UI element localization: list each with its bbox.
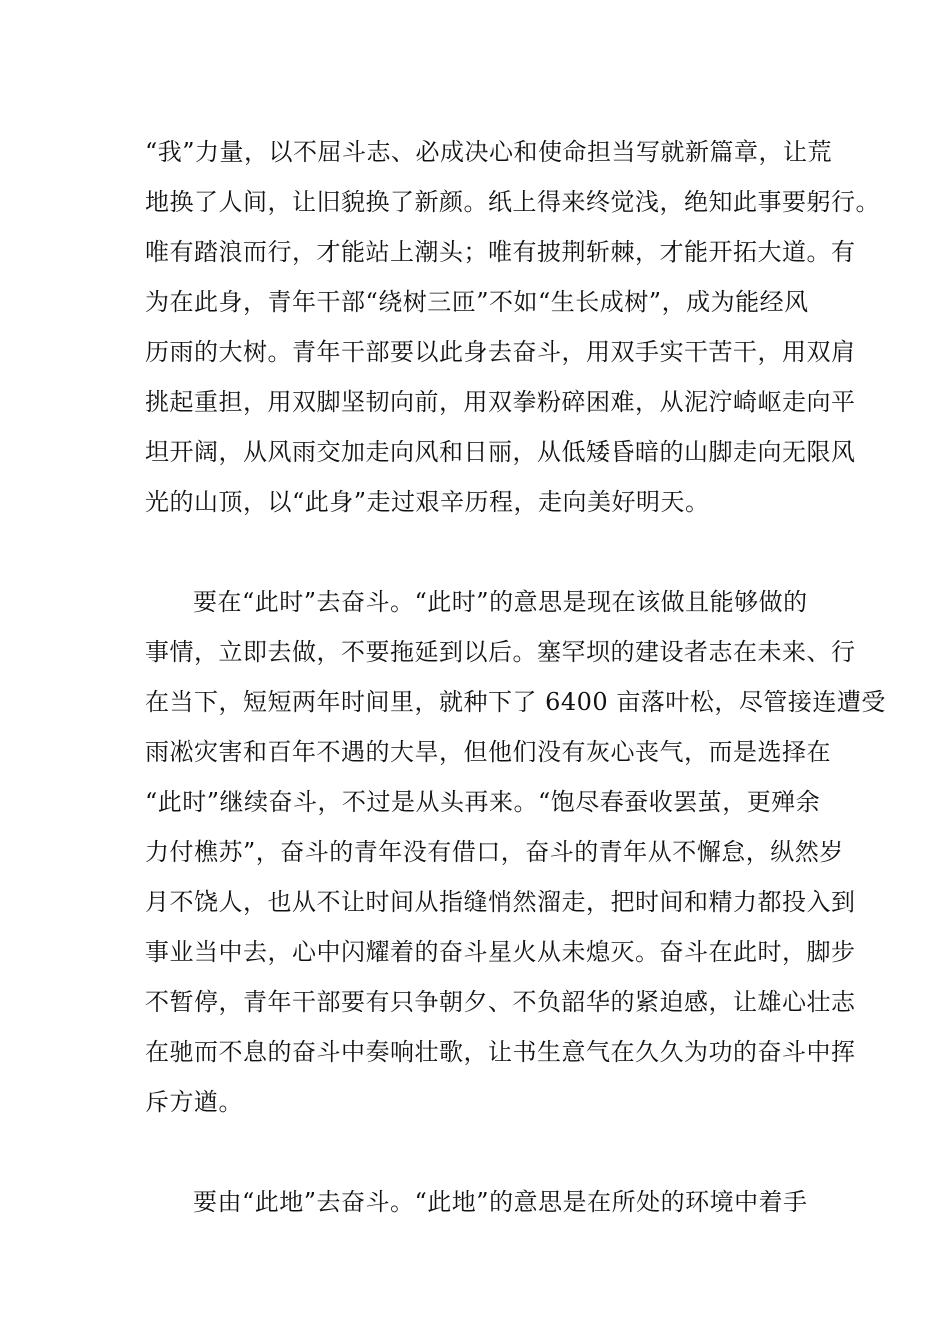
paragraph-2-line-7: 月不饶人，也从不让时间从指缝悄然溜走，把时间和精力都投入到 <box>145 888 856 916</box>
paragraph-2-line-9: 不暂停，青年干部要有只争朝夕、不负韶华的紧迫感，让雄心壮志 <box>145 988 856 1016</box>
paragraph-3-line-1: 要由“此地”去奋斗。“此地”的意思是在所处的环境中着手 <box>193 1188 808 1216</box>
paragraph-1-line-3: 唯有踏浪而行，才能站上潮头；唯有披荆斩棘，才能开拓大道。有 <box>145 238 856 266</box>
paragraph-2-line-6: 力付樵苏”，奋斗的青年没有借口，奋斗的青年从不懈怠，纵然岁 <box>145 838 844 866</box>
paragraph-2-line-11: 斥方遒。 <box>145 1088 243 1116</box>
paragraph-1-line-1: “我”力量，以不屈斗志、必成决心和使命担当写就新篇章，让荒 <box>145 138 833 166</box>
paragraph-2-line-5: “此时”继续奋斗，不过是从头再来。“饱尽春蚕收罢茧，更殚余 <box>145 788 821 816</box>
paragraph-2-line-2: 事情，立即去做，不要拖延到以后。塞罕坝的建设者志在未来、行 <box>145 638 856 666</box>
paragraph-1-line-2: 地换了人间，让旧貌换了新颜。纸上得来终觉浅，绝知此事要躬行。 <box>145 188 880 216</box>
paragraph-1-line-6: 挑起重担，用双脚坚韧向前，用双拳粉碎困难，从泥泞崎岖走向平 <box>145 388 856 416</box>
paragraph-1-line-7: 坦开阔，从风雨交加走向风和日丽，从低矮昏暗的山脚走向无限风 <box>145 438 856 466</box>
paragraph-2-line-10: 在驰而不息的奋斗中奏响壮歌，让书生意气在久久为功的奋斗中挥 <box>145 1038 856 1066</box>
paragraph-2-line-8: 事业当中去，心中闪耀着的奋斗星火从未熄灭。奋斗在此时，脚步 <box>145 938 856 966</box>
paragraph-1-line-5: 历雨的大树。青年干部要以此身去奋斗，用双手实干苦干，用双肩 <box>145 338 856 366</box>
paragraph-2-line-3: 在当下，短短两年时间里，就种下了 6400 亩落叶松，尽管接连遭受 <box>145 688 886 716</box>
paragraph-1-line-8: 光的山顶，以“此身”走过艰辛历程，走向美好明天。 <box>145 488 710 516</box>
paragraph-1-line-4: 为在此身，青年干部“绕树三匝”不如“生长成树”，成为能经风 <box>145 288 809 316</box>
paragraph-2-line-4: 雨凇灾害和百年不遇的大旱，但他们没有灰心丧气，而是选择在 <box>145 738 831 766</box>
paragraph-2-line-1: 要在“此时”去奋斗。“此时”的意思是现在该做且能够做的 <box>193 588 808 616</box>
